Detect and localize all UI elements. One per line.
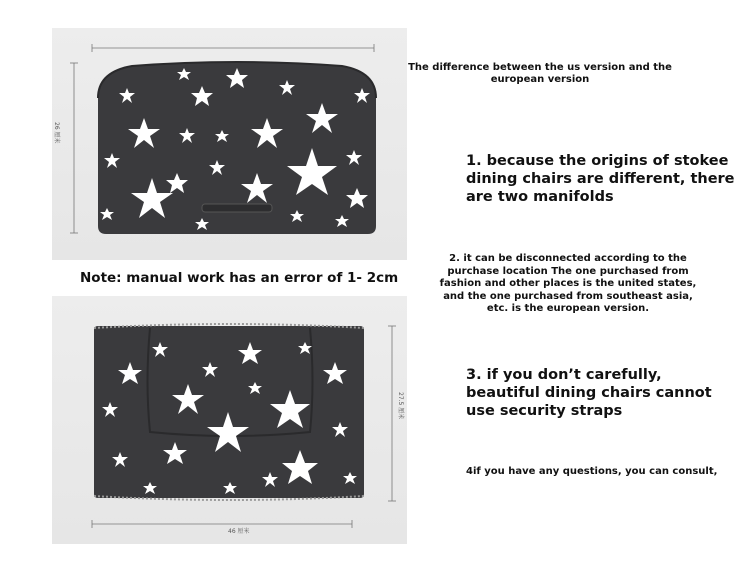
cushion-top	[92, 58, 382, 236]
point-1: 1. because the origins of stokee dining chairs are different, there are two manifolds	[466, 153, 735, 205]
cushion-bottom	[90, 322, 368, 502]
bottom-width-label: 46 厘米	[228, 528, 250, 535]
top-height-label: 26 厘米	[53, 122, 60, 144]
point-4: 4if you have any questions, you can consult,	[466, 466, 718, 477]
point-2: 2. it can be disconnected according to the purchase location The one purchased from fashion and other places is the united states, and the one purchased from southeast asia, etc. is the european version.	[439, 253, 697, 314]
manual-error-note: Note: manual work has an error of 1- 2cm	[80, 270, 399, 286]
page-title: The difference between the us version and the european version	[408, 62, 672, 85]
point-3: 3. if you don’t carefully, beautiful dining chairs cannot use security straps	[466, 367, 712, 419]
bottom-height-label: 27.5 厘米	[397, 392, 404, 420]
